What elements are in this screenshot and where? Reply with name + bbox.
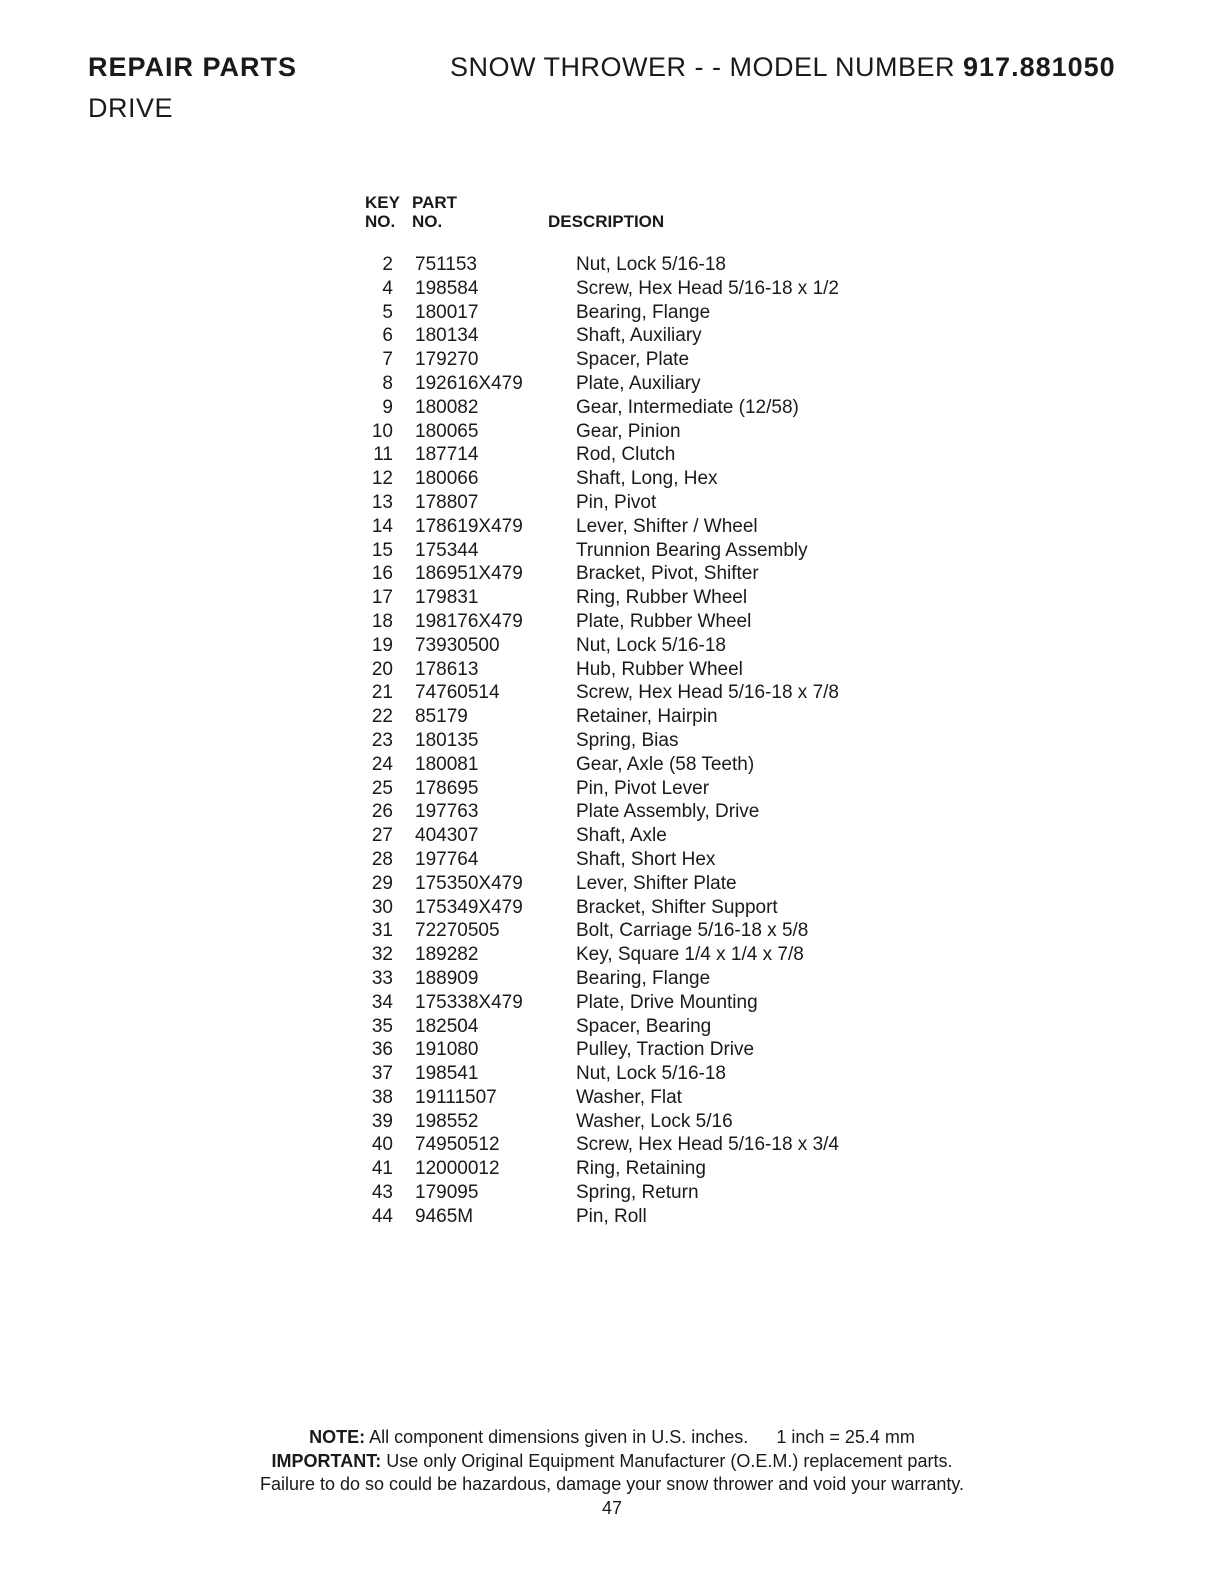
key-number: 22	[371, 706, 393, 728]
part-description: Spacer, Bearing	[576, 1015, 712, 1037]
key-number: 35	[371, 1015, 393, 1037]
part-no-header	[412, 193, 548, 231]
key-number: 21	[371, 682, 393, 704]
parts-table	[365, 193, 885, 1229]
table-row	[365, 396, 885, 420]
part-number: 179095	[415, 1182, 479, 1204]
part-number: 198541	[415, 1063, 479, 1085]
table-row	[365, 277, 885, 301]
part-number: 179831	[415, 587, 479, 609]
key-number: 40	[371, 1134, 393, 1156]
key-number: 38	[371, 1086, 393, 1108]
table-row	[365, 420, 885, 444]
part-number: 178613	[415, 658, 479, 680]
key-number: 24	[371, 753, 393, 775]
key-number: 28	[371, 848, 393, 870]
table-row	[365, 301, 885, 325]
key-number: 2	[382, 254, 393, 275]
description-header: DESCRIPTION	[548, 212, 665, 231]
part-description: Nut, Lock 5/16-18	[576, 634, 726, 656]
part-number: 180081	[415, 753, 479, 775]
part-description: Ring, Rubber Wheel	[576, 587, 748, 609]
key-number: 23	[371, 729, 393, 751]
part-description: Plate, Auxiliary	[576, 372, 701, 394]
part-number: 404307	[415, 825, 479, 847]
table-row	[365, 681, 885, 705]
table-row	[365, 253, 885, 277]
table-row	[365, 586, 885, 610]
key-number: 43	[371, 1182, 393, 1204]
page-footer	[0, 1426, 1224, 1520]
part-number: 74950512	[415, 1134, 500, 1156]
key-number: 25	[371, 777, 393, 799]
key-number: 6	[382, 325, 393, 347]
note-text: All component dimensions given in U.S. inches.	[369, 1427, 749, 1447]
key-number: 26	[371, 801, 393, 823]
table-row	[365, 372, 885, 396]
part-number: 72270505	[415, 920, 500, 942]
part-description: Spring, Bias	[576, 729, 679, 751]
key-number: 29	[371, 872, 393, 894]
key-number: 37	[371, 1063, 393, 1085]
part-description: Washer, Flat	[576, 1086, 682, 1108]
key-number: 19	[371, 634, 393, 656]
part-description: Pin, Roll	[576, 1205, 647, 1227]
table-row	[365, 324, 885, 348]
part-number: 188909	[415, 967, 479, 989]
part-description: Pulley, Traction Drive	[576, 1039, 755, 1061]
part-number: 751153	[415, 254, 477, 275]
part-description: Gear, Intermediate (12/58)	[576, 396, 799, 418]
table-row	[365, 896, 885, 920]
key-number: 33	[371, 967, 393, 989]
table-row	[365, 1133, 885, 1157]
part-number: 178619X479	[415, 515, 523, 537]
table-row	[365, 800, 885, 824]
table-row	[365, 967, 885, 991]
part-number: 180134	[415, 325, 479, 347]
part-number: 198584	[415, 277, 479, 299]
part-number: 12000012	[415, 1158, 500, 1180]
part-number: 180017	[415, 301, 479, 323]
part-description: Pin, Pivot	[576, 491, 657, 513]
key-number: 20	[371, 658, 393, 680]
key-number: 16	[371, 563, 393, 585]
subsection-title: DRIVE	[88, 93, 174, 123]
part-description: Spacer, Plate	[576, 349, 690, 371]
key-number: 14	[371, 515, 393, 537]
part-number: 180135	[415, 729, 479, 751]
table-row	[365, 610, 885, 634]
part-number: 85179	[415, 706, 468, 728]
page-number: 47	[601, 1497, 623, 1518]
key-number: 17	[371, 587, 393, 609]
model-heading	[450, 52, 1116, 82]
note-line	[0, 1426, 1224, 1450]
part-number: 186951X479	[415, 563, 523, 585]
important-label: IMPORTANT:	[271, 1450, 382, 1471]
key-number: 7	[382, 349, 393, 371]
part-number: 179270	[415, 349, 479, 371]
part-description: Gear, Pinion	[576, 420, 681, 442]
part-description: Shaft, Axle	[576, 825, 667, 847]
part-number: 189282	[415, 944, 479, 966]
part-description: Lever, Shifter / Wheel	[576, 515, 758, 537]
table-row	[365, 943, 885, 967]
part-number: 198176X479	[415, 610, 523, 632]
part-number: 192616X479	[415, 372, 523, 394]
key-number: 18	[371, 610, 393, 632]
part-description: Bracket, Pivot, Shifter	[576, 563, 759, 585]
part-number: 180082	[415, 396, 479, 418]
table-row	[365, 515, 885, 539]
table-row	[365, 658, 885, 682]
part-number: 74760514	[415, 682, 500, 704]
part-number: 73930500	[415, 634, 500, 656]
key-number: 13	[371, 491, 393, 513]
part-number: 178807	[415, 491, 479, 513]
key-number: 34	[371, 991, 393, 1013]
key-number: 11	[373, 444, 393, 466]
key-number: 12	[371, 468, 393, 490]
parts-table-header	[365, 193, 885, 231]
table-row	[365, 1015, 885, 1039]
part-number: 197764	[415, 848, 479, 870]
key-number: 27	[371, 825, 393, 847]
warning-text: Failure to do so could be hazardous, damage your snow thrower and void your warranty.	[259, 1474, 965, 1494]
part-description: Trunnion Bearing Assembly	[576, 539, 808, 561]
table-row	[365, 753, 885, 777]
part-number: 175349X479	[415, 896, 523, 918]
parts-table-body	[365, 253, 885, 1229]
part-description: Hub, Rubber Wheel	[576, 658, 743, 680]
table-row	[365, 1157, 885, 1181]
key-header-line1: KEY	[365, 193, 400, 212]
part-number: 175350X479	[415, 872, 523, 894]
key-header-line2: NO.	[365, 212, 396, 231]
key-number: 8	[382, 372, 393, 394]
part-description: Rod, Clutch	[576, 444, 676, 466]
table-row	[365, 562, 885, 586]
part-description: Bracket, Shifter Support	[576, 896, 778, 918]
table-row	[365, 1062, 885, 1086]
key-number: 9	[382, 396, 393, 418]
part-description: Spring, Return	[576, 1182, 699, 1204]
table-row	[365, 1205, 885, 1229]
part-description: Plate, Drive Mounting	[576, 991, 758, 1013]
table-row	[365, 991, 885, 1015]
part-number: 182504	[415, 1015, 479, 1037]
part-description: Shaft, Long, Hex	[576, 468, 718, 490]
part-number: 187714	[415, 444, 479, 466]
note-label: NOTE:	[309, 1427, 366, 1447]
table-row	[365, 467, 885, 491]
table-row	[365, 919, 885, 943]
part-number: 178695	[415, 777, 479, 799]
part-description: Pin, Pivot Lever	[576, 777, 710, 799]
key-no-header	[365, 193, 412, 231]
part-description: Shaft, Short Hex	[576, 848, 716, 870]
part-number: 9465M	[415, 1205, 474, 1227]
part-description: Bearing, Flange	[576, 967, 711, 989]
key-number: 44	[371, 1205, 393, 1227]
table-row	[365, 1110, 885, 1134]
table-row	[365, 634, 885, 658]
table-row	[365, 348, 885, 372]
part-number: 180066	[415, 468, 479, 490]
part-description: Nut, Lock 5/16-18	[576, 1063, 726, 1085]
table-row	[365, 777, 885, 801]
table-row	[365, 1038, 885, 1062]
key-number: 4	[382, 277, 393, 299]
part-number: 19111507	[415, 1086, 497, 1108]
part-description: Bolt, Carriage 5/16-18 x 5/8	[576, 920, 809, 942]
part-description: Shaft, Auxiliary	[576, 325, 702, 347]
page-header-left	[88, 52, 297, 123]
part-number: 197763	[415, 801, 479, 823]
key-number: 30	[371, 896, 393, 918]
key-number: 32	[371, 944, 393, 966]
part-description: Key, Square 1/4 x 1/4 x 7/8	[576, 944, 804, 966]
table-row	[365, 1181, 885, 1205]
part-description: Retainer, Hairpin	[576, 706, 718, 728]
table-row	[365, 848, 885, 872]
key-number: 10	[371, 420, 393, 442]
table-row	[365, 705, 885, 729]
part-description: Nut, Lock 5/16-18	[576, 254, 726, 275]
table-row	[365, 872, 885, 896]
part-header-line1: PART	[412, 193, 458, 212]
key-number: 41	[371, 1158, 393, 1180]
section-title: REPAIR PARTS	[88, 52, 298, 82]
part-number: 198552	[415, 1110, 479, 1132]
key-number: 39	[371, 1110, 393, 1132]
key-number: 31	[371, 920, 393, 942]
part-description: Washer, Lock 5/16	[576, 1110, 733, 1132]
part-description: Plate, Rubber Wheel	[576, 610, 752, 632]
part-number: 175338X479	[415, 991, 523, 1013]
table-row	[365, 539, 885, 563]
table-row	[365, 1086, 885, 1110]
important-line	[0, 1450, 1224, 1474]
table-row	[365, 443, 885, 467]
part-description: Ring, Retaining	[576, 1158, 706, 1180]
part-number: 191080	[415, 1039, 479, 1061]
important-text: Use only Original Equipment Manufacturer (O.E.M.) replacement parts.	[386, 1450, 953, 1471]
part-number: 180065	[415, 420, 479, 442]
part-number: 175344	[415, 539, 479, 561]
key-number: 15	[371, 539, 393, 561]
model-heading-prefix: SNOW THROWER - - MODEL NUMBER	[450, 52, 955, 82]
table-row	[365, 729, 885, 753]
table-row	[365, 824, 885, 848]
conversion-text: 1 inch = 25.4 mm	[776, 1427, 915, 1447]
part-description: Screw, Hex Head 5/16-18 x 3/4	[576, 1134, 839, 1156]
key-number: 36	[371, 1039, 393, 1061]
part-description: Screw, Hex Head 5/16-18 x 7/8	[576, 682, 839, 704]
part-description: Screw, Hex Head 5/16-18 x 1/2	[576, 277, 839, 299]
part-description: Plate Assembly, Drive	[576, 801, 760, 823]
part-description: Lever, Shifter Plate	[576, 872, 737, 894]
table-row	[365, 491, 885, 515]
model-number: 917.881050	[963, 52, 1116, 82]
part-description: Gear, Axle (58 Teeth)	[576, 753, 755, 775]
part-description: Bearing, Flange	[576, 301, 711, 323]
key-number: 5	[382, 301, 393, 323]
part-header-line2: NO.	[412, 212, 443, 231]
